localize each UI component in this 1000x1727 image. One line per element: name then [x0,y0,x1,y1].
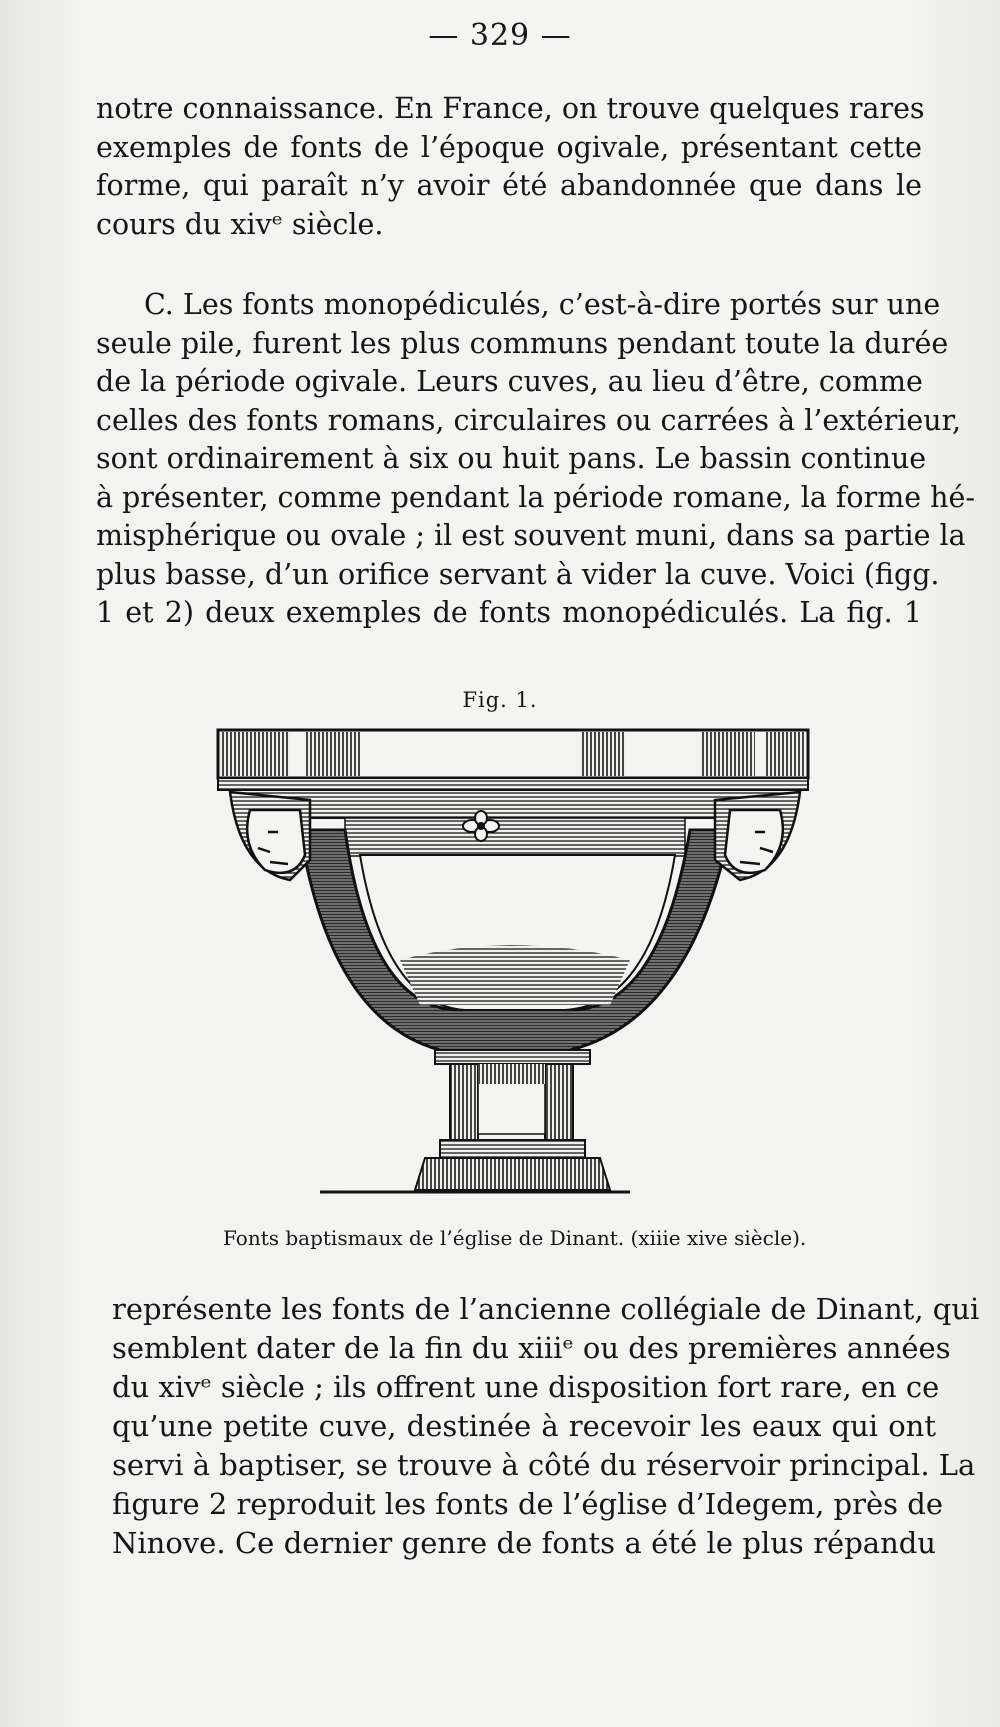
text-line: qu’une petite cuve, destinée à recevoir les eaux qui ont [112,1409,936,1443]
text-line: misphérique ou ovale ; il est souvent muni, dans sa partie la [96,519,966,552]
text-line: servi à baptiser, se trouve à côté du réservoir principal. La [112,1448,976,1482]
figure-label: Fig. 1. [462,688,538,712]
text-line: notre connaissance. En France, on trouve quelques rares [96,92,925,125]
text-line: à présenter, comme pendant la période romane, la forme hé- [96,480,976,514]
text-line: figure 2 reproduit les fonts de l’église d’Idegem, près de [112,1487,943,1521]
text-line: 1 et 2) deux exemples de fonts monopédiculés. La fig. 1 [96,596,922,629]
text-line: du xivᵉ siècle ; ils offrent une disposition fort rare, en ce [112,1370,940,1404]
figure-caption: Fonts baptismaux de l’église de Dinant. (xiiie xive siècle). [223,1226,807,1250]
paragraph-3 [112,1290,980,1563]
left-head-carving [230,792,310,880]
text-line: forme, qui paraît n’y avoir été abandonnée que dans le [96,169,922,202]
paragraph-2 [96,286,976,633]
text-line: sont ordinairement à six ou huit pans. Le bassin continue [96,442,927,475]
text-line: semblent dater de la fin du xiiiᵉ ou des premières années [112,1331,951,1365]
text-line: exemples de fonts de l’époque ogivale, présentant cette [96,130,922,164]
text-line: plus basse, d’un orifice servant à vider la cuve. Voici (figg. [96,557,940,591]
text-line: cours du xivᵉ siècle. [96,207,384,241]
font-engraving-illustration [210,720,820,1220]
right-head-carving [715,792,800,880]
text-line: C. Les fonts monopédiculés, c’est-à-dire portés sur une [144,288,941,321]
text-line: celles des fonts romans, circulaires ou carrées à l’extérieur, [96,403,962,437]
text-line: représente les fonts de l’ancienne collégiale de Dinant, qui [112,1292,980,1326]
text-line: de la période ogivale. Leurs cuves, au lieu d’être, comme [96,365,923,398]
paragraph-1 [96,90,925,244]
text-line: Ninove. Ce dernier genre de fonts a été le plus répandu [112,1526,936,1560]
page-number: — 329 — [428,18,572,53]
text-line: seule pile, furent les plus communs pendant toute la durée [96,326,949,360]
